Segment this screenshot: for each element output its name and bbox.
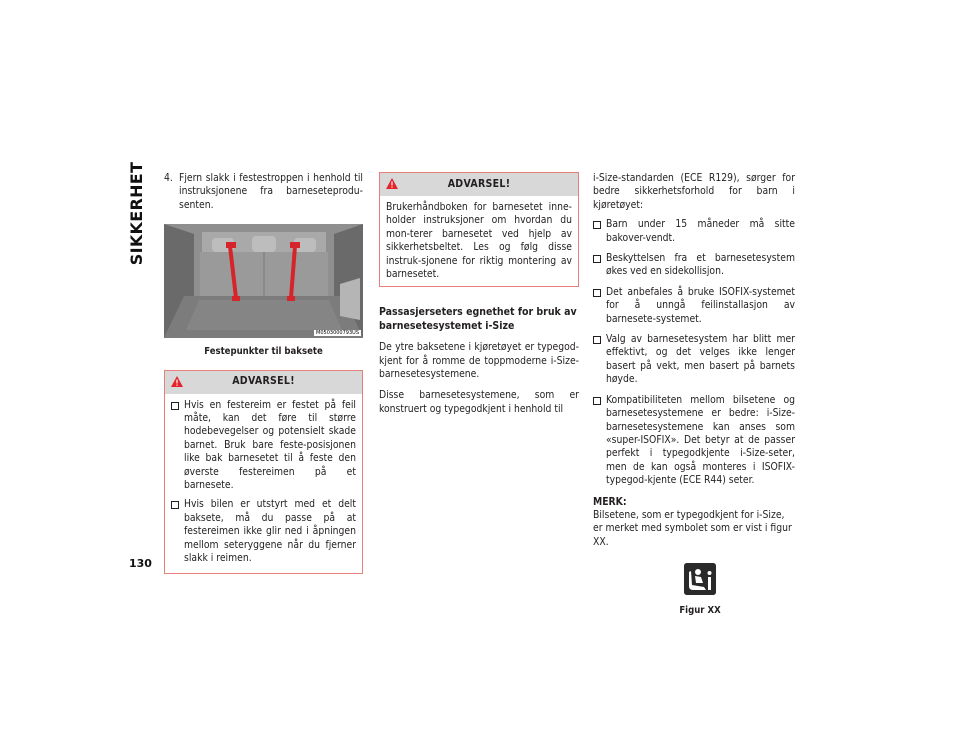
warning-item-text: Hvis en festereim er festet på feil måte, kan det føre til større hodebevegelser og potensielt skade barnet. Bruk bare feste-posisjonen like bak barnesetet til å feste den øverste festereimen på et barnesete.: [184, 398, 356, 492]
photo-code: M0503000793US: [316, 330, 359, 337]
checkbox-bullet-icon: [171, 402, 179, 410]
checkbox-bullet-icon: [593, 336, 601, 344]
checkbox-bullet-icon: [171, 501, 179, 509]
bullet-item: [593, 252, 795, 279]
paragraph: Disse barnesetesystemene, som er konstruert og typegodkjent i henhold til: [379, 389, 579, 415]
warning-title: ADVARSEL!: [447, 177, 511, 190]
page-number: 130: [129, 557, 152, 570]
warning-title: ADVARSEL!: [232, 375, 295, 388]
warning-item: [171, 399, 356, 493]
warning-box: [164, 370, 363, 574]
paragraph: De ytre baksetene i kjøretøyet er typegod-kjent for å romme de toppmoderne i-Size-barnesetesystemene.: [379, 341, 579, 381]
checkbox-bullet-icon: [593, 221, 601, 229]
bullet-text: Valg av barnesetesystem har blitt mer effektivt, og det velges ikke lenger basert på vekt, men basert på barnets høyde.: [606, 333, 795, 386]
step-text: Fjern slakk i festestroppen i henhold til instruksjonene fra barneseteprodu-senten.: [179, 172, 363, 211]
column-3: [593, 172, 795, 617]
isize-symbol: [684, 563, 716, 595]
warning-triangle-icon: [171, 376, 183, 387]
rear-seat-illustration: [164, 224, 363, 338]
bullet-item: [593, 286, 795, 326]
step-number: 4.: [164, 172, 173, 184]
isize-child-seat-icon: [684, 563, 716, 595]
bullet-item: [593, 218, 795, 245]
checkbox-bullet-icon: [593, 255, 601, 263]
note-text: Bilsetene, som er typegodkjent for i-Size, er merket med symbolet som er vist i figur XX.: [593, 508, 792, 548]
checkbox-bullet-icon: [593, 289, 601, 297]
warning-box: [379, 172, 579, 287]
section-tab: [127, 161, 147, 265]
warning-item: [171, 498, 356, 565]
figure-caption: Figur XX: [679, 604, 721, 616]
note-label: MERK:: [593, 495, 627, 508]
bullet-item: [593, 394, 795, 488]
isize-figure: [593, 563, 795, 617]
warning-header: [165, 371, 362, 394]
checkbox-bullet-icon: [593, 397, 601, 405]
bullet-text: Beskyttelsen fra et barnesetesystem økes ved en sidekollisjon.: [606, 252, 795, 278]
paragraph: i-Size-standarden (ECE R129), sørger for bedre sikkerhetsforhold for barn i kjøretøyet:: [593, 172, 795, 211]
bullet-text: Det anbefales å bruke ISOFIX-systemet for å unngå feilinstallasjon av barnesete-systemet.: [606, 285, 795, 325]
warning-header: [380, 173, 578, 196]
step-4: [164, 172, 363, 212]
bullet-text: Barn under 15 måneder må sitte bakover-vendt.: [606, 218, 795, 244]
section-tab-label: SIKKERHET: [127, 161, 147, 265]
warning-body-text: Brukerhåndboken for barnesetet inne-holder instruksjoner om hvordan du mon-terer barnesetet ved hjelp av sikkerhetsbeltet. Les og følg disse instruk-sjonene for riktig montering av barnesetet.: [386, 201, 572, 281]
column-1: [164, 172, 363, 574]
bullet-item: [593, 333, 795, 387]
section-heading: Passasjerseters egnethet for bruk av barnesetesystemet i-Size: [379, 306, 577, 332]
bullet-text: Kompatibiliteten mellom bilsetene og barnesetesystemene er bedre: i-Size-barnesetesystemene kan anses som «super-ISOFIX». Det betyr at de passer perfekt i typegodkjente i-Size-seter, men de kan også monteres i ISOFIX-typegod-kjente (ECE R44) seter.: [606, 393, 795, 487]
warning-triangle-icon: [386, 178, 398, 189]
column-2: [379, 172, 579, 416]
rear-seat-photo: [164, 224, 363, 338]
warning-item-text: Hvis bilen er utstyrt med et delt baksete, må du passe på at festereimen ikke glir ned i åpningen mellom seteryggene når du fjerner slakk i reimen.: [184, 498, 356, 565]
warning-body: [165, 394, 362, 573]
photo-caption: Festepunkter til baksete: [204, 346, 323, 358]
